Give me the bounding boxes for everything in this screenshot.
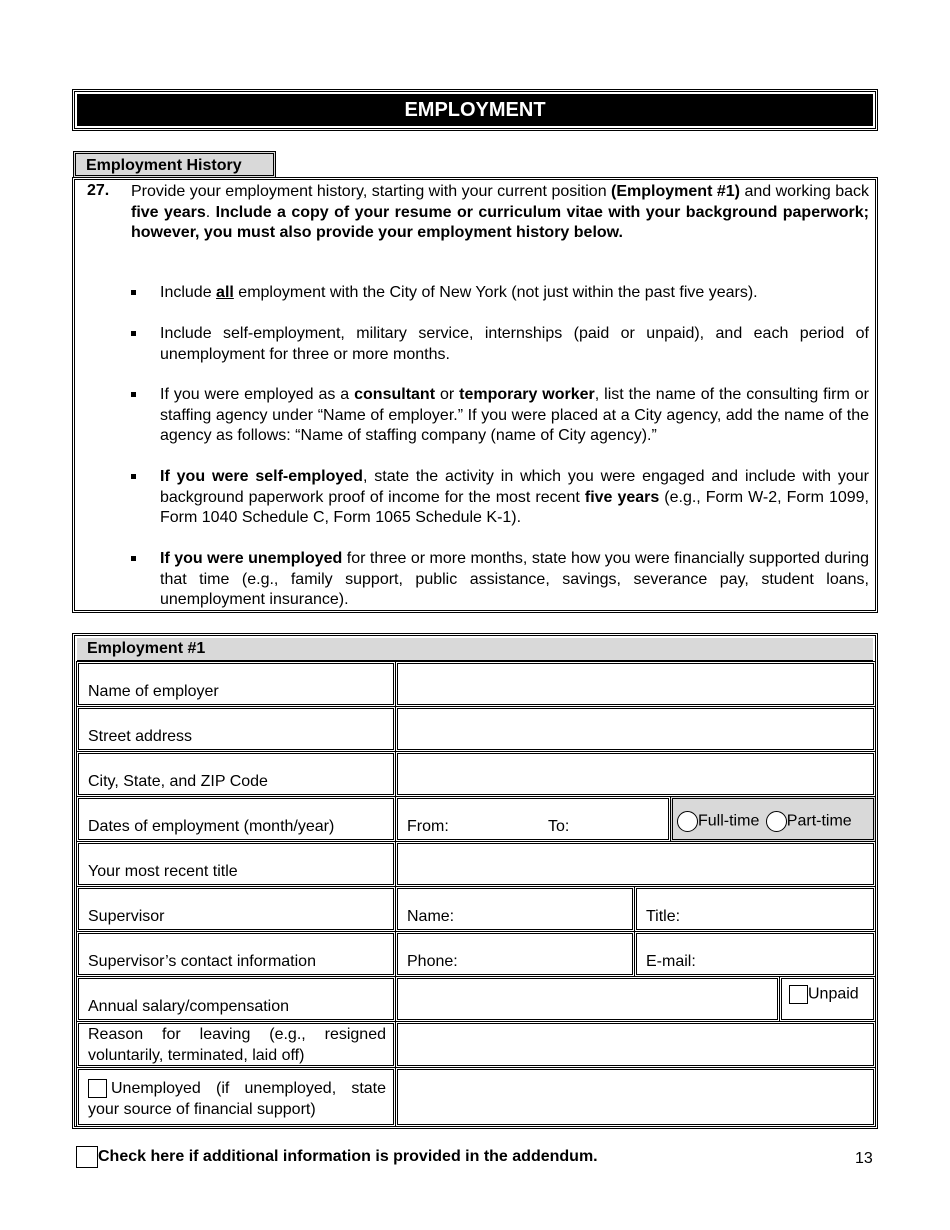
question-part: .: [205, 203, 216, 221]
bullet-marker: [131, 474, 136, 479]
supervisor-name-label: Name:: [407, 908, 455, 925]
bullet-text: If you were employed as a consultant or temporary worker, list the name of the consulting firm or staffing agency under “Name of employer.” If you were placed at a City agency, add the name of the agency as follows: “Name of staffing company (name of City agency).”: [160, 386, 869, 444]
question-text: [131, 182, 869, 244]
addendum-label: Check here if additional information is provided in the addendum.: [98, 1148, 598, 1166]
parttime-radio[interactable]: [766, 811, 787, 832]
employment-type-cell: [670, 796, 876, 842]
question-part: Include a copy of your resume or curriculum vitae with your background paperwork; however, you must also provide your employment history below.: [131, 203, 869, 241]
unpaid-checkbox[interactable]: [789, 985, 808, 1004]
unpaid-label: Unpaid: [808, 985, 859, 1003]
employment-1-header-label: Employment #1: [87, 640, 206, 657]
dates-input[interactable]: [395, 796, 671, 842]
bullet-marker: [131, 556, 136, 561]
employment-1-table: [72, 633, 878, 1129]
city-input[interactable]: [395, 751, 876, 797]
bullet-text: If you were unemployed for three or more months, state how you were financially supported during that time (e.g., family support, public assistance, savings, severance pay, student loans, unemployment insurance).: [160, 550, 869, 608]
employer-label: Name of employer: [88, 683, 219, 700]
supervisor-title-input[interactable]: [634, 886, 876, 932]
salary-label-cell: [76, 976, 396, 1022]
bullet-marker: [131, 392, 136, 397]
reason-label-cell: [76, 1021, 396, 1068]
supervisor-label: Supervisor: [88, 908, 165, 925]
employer-input[interactable]: [395, 661, 876, 707]
salary-label: Annual salary/compensation: [88, 998, 290, 1015]
supervisor-label-cell: [76, 886, 396, 932]
bullet-marker: [131, 290, 136, 295]
question-number: 27.: [87, 182, 110, 199]
reason-label: Reason for leaving (e.g., resigned voluntarily, terminated, laid off): [88, 1026, 386, 1064]
salary-input[interactable]: [395, 976, 780, 1022]
employment-1-header: [77, 638, 873, 661]
street-label-cell: [76, 706, 396, 752]
unpaid-cell: [779, 976, 876, 1022]
contact-label-cell: [76, 931, 396, 977]
recent-title-label: Your most recent title: [88, 863, 238, 880]
supervisor-email-input[interactable]: [634, 931, 876, 977]
city-label: City, State, and ZIP Code: [88, 773, 268, 790]
supervisor-phone-input[interactable]: [395, 931, 635, 977]
supervisor-name-input[interactable]: [395, 886, 635, 932]
unemployed-label-cell: [76, 1067, 396, 1127]
to-label: To:: [548, 818, 570, 835]
employment-history-tab: [73, 151, 276, 178]
unemployed-checkbox[interactable]: [88, 1079, 107, 1098]
instructions-box: [72, 177, 878, 613]
section-title: EMPLOYMENT: [77, 94, 873, 126]
page-number: 13: [855, 1150, 873, 1167]
fulltime-label: Full-time: [698, 812, 760, 830]
street-input[interactable]: [395, 706, 876, 752]
city-label-cell: [76, 751, 396, 797]
employer-label-cell: [76, 661, 396, 707]
question-part: Provide your employment history, starting with your current position: [131, 183, 612, 200]
employment-history-label: Employment History: [86, 157, 242, 174]
bullet-text: Include self-employment, military service, internships (paid or unpaid), and each period of unemployment for three or more months.: [160, 325, 869, 363]
addendum-checkbox[interactable]: [76, 1146, 98, 1168]
dates-label-cell: [76, 796, 396, 842]
parttime-label: Part-time: [786, 812, 852, 830]
street-label: Street address: [88, 728, 193, 745]
bullet-marker: [131, 331, 136, 336]
question-part: five years: [131, 203, 206, 221]
recent-title-input[interactable]: [395, 841, 876, 887]
fulltime-radio[interactable]: [677, 811, 698, 832]
phone-label: Phone:: [407, 953, 458, 970]
email-label: E-mail:: [646, 953, 696, 970]
bullet-text: If you were self-employed, state the activity in which you were engaged and include with your background paperwork proof of income for the most recent five years (e.g., Form W-2, Form 1099, Form 1040 Schedule C, Form 1065 Schedule K-1).: [160, 468, 870, 526]
contact-label: Supervisor’s contact information: [88, 953, 316, 970]
section-title-bar: [72, 89, 878, 131]
unemployed-input[interactable]: [395, 1067, 876, 1127]
from-label: From:: [407, 818, 449, 835]
bullet-text: Include all employment with the City of New York (not just within the past five years).: [160, 284, 758, 301]
dates-label: Dates of employment (month/year): [88, 818, 335, 835]
reason-input[interactable]: [395, 1021, 876, 1068]
question-part: (Employment #1): [611, 183, 740, 200]
title-label-cell: [76, 841, 396, 887]
supervisor-title-label: Title:: [646, 908, 681, 925]
unemployed-label: Unemployed (if unemployed, state your source of financial support): [88, 1080, 386, 1118]
addendum-row: [76, 1146, 598, 1168]
question-part: and working back: [739, 183, 869, 200]
